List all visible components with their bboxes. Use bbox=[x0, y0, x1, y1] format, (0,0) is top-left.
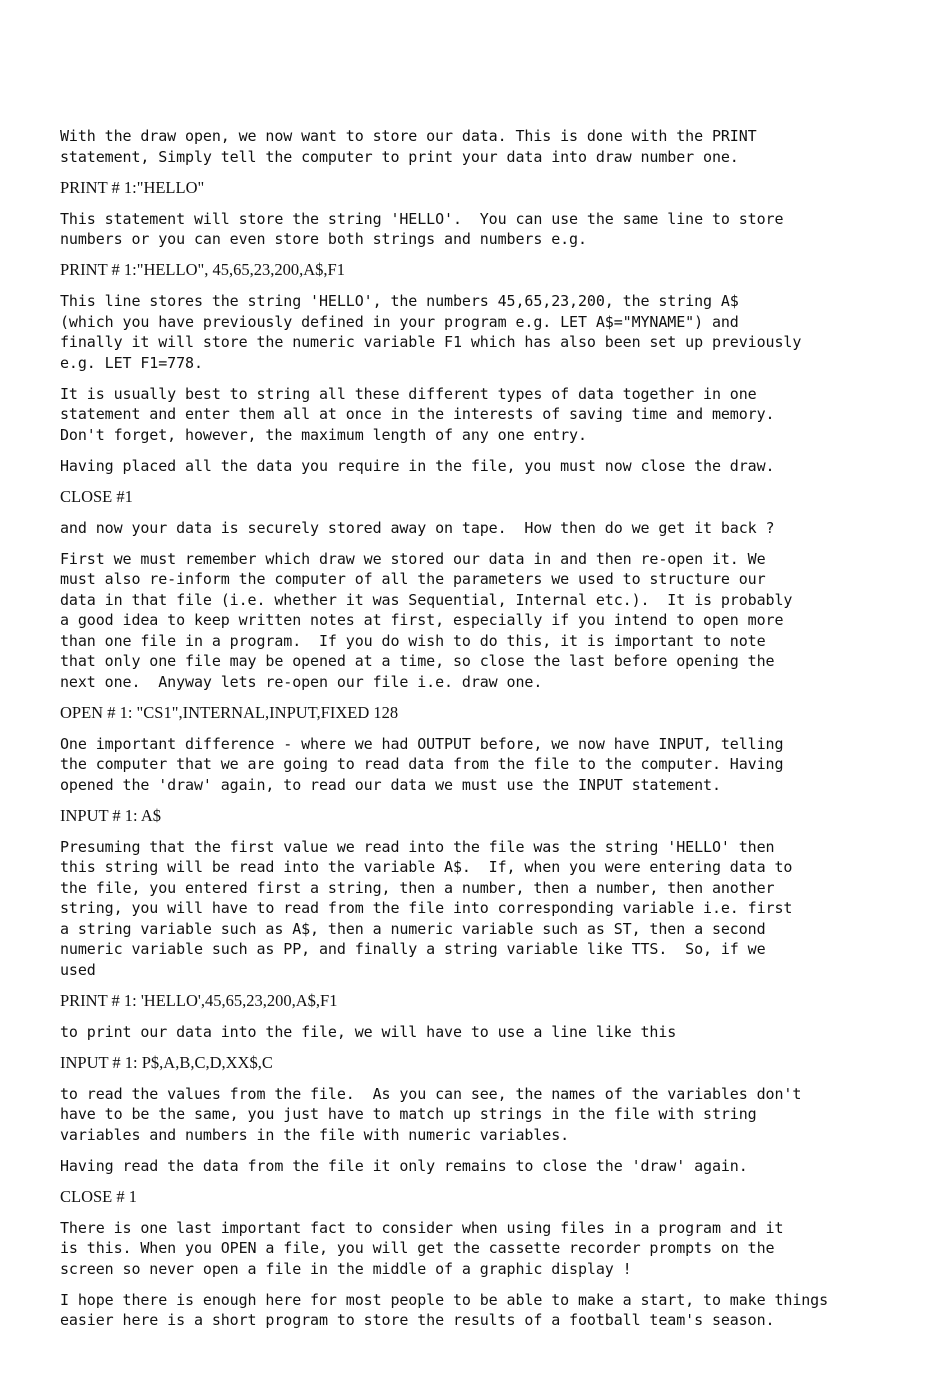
paragraph: This statement will store the string 'HELLO'. You can use the same line to store numbers or you can even store both strings and numbers e.g. bbox=[60, 209, 784, 248]
paragraph: to print our data into the file, we will have to use a line like this bbox=[60, 1022, 677, 1041]
paragraph: This line stores the string 'HELLO', the numbers 45,65,23,200, the string A$ (which you have previously defined in your program e.g. LET A$="MYNAME") and finally it will store the numeric variable F1 which has also been set up previously e.g. LET F1=778. bbox=[60, 292, 802, 372]
code-line: OPEN # 1: "CS1",INTERNAL,INPUT,FIXED 128 bbox=[60, 702, 399, 722]
paragraph: Having placed all the data you require in the file, you must now close the draw. bbox=[60, 456, 775, 475]
code-line: CLOSE #1 bbox=[60, 486, 133, 506]
code-line: INPUT # 1: A$ bbox=[60, 805, 161, 825]
code-line: INPUT # 1: P$,A,B,C,D,XX$,C bbox=[60, 1052, 273, 1072]
document-body bbox=[60, 126, 932, 1341]
code-line: CLOSE # 1 bbox=[60, 1186, 138, 1206]
paragraph: With the draw open, we now want to store our data. This is done with the PRINT statement, Simply tell the computer to print your data into draw number one. bbox=[60, 127, 757, 166]
paragraph: First we must remember which draw we stored our data in and then re-open it. We must also re-inform the computer of all the parameters we used to structure our data in that file (i.e. whether it was Sequential, Internal etc.). It is probably a good idea to keep written notes at first, especially if you intend to open more than one file in a program. If you do wish to do this, it is important to note that only one file may be opened at a time, so close the last before opening the next one. Anyway lets re-open our file i.e. draw one. bbox=[60, 549, 793, 691]
paragraph: One important difference - where we had OUTPUT before, we now have INPUT, telling the computer that we are going to read data from the file to the computer. Having opened the 'draw' again, to read our data we must use the INPUT statement. bbox=[60, 734, 784, 794]
code-line: PRINT # 1:"HELLO" bbox=[60, 177, 205, 197]
paragraph: It is usually best to string all these different types of data together in one statement and enter them all at once in the interests of saving time and memory. Don't forget, however, the maximum length of any one entry. bbox=[60, 384, 775, 444]
code-line: PRINT # 1: 'HELLO',45,65,23,200,A$,F1 bbox=[60, 990, 338, 1010]
paragraph: Having read the data from the file it only remains to close the 'draw' again. bbox=[60, 1156, 748, 1175]
paragraph: and now your data is securely stored away on tape. How then do we get it back ? bbox=[60, 518, 775, 537]
paragraph: I hope there is enough here for most people to be able to make a start, to make things easier here is a short program to store the results of a football team's season. bbox=[60, 1290, 829, 1329]
paragraph: Presuming that the first value we read into the file was the string 'HELLO' then this string will be read into the variable A$. If, when you were entering data to the file, you entered first a string, then a number, then a number, then another string, you will have to read from the file into corresponding variable i.e. first a string variable such as A$, then a numeric variable such as ST, then a second numeric variable such as PP, and finally a string variable like TTS. So, if we used bbox=[60, 837, 793, 979]
paragraph: There is one last important fact to consider when using files in a program and it is this. When you OPEN a file, you will get the cassette recorder prompts on the screen so never open a file in the middle of a graphic display ! bbox=[60, 1218, 784, 1278]
code-line: PRINT # 1:"HELLO", 45,65,23,200,A$,F1 bbox=[60, 260, 345, 279]
paragraph: to read the values from the file. As you can see, the names of the variables don't have to be the same, you just have to match up strings in the file with string variables and numbers in the file with numeric variables. bbox=[60, 1084, 802, 1144]
